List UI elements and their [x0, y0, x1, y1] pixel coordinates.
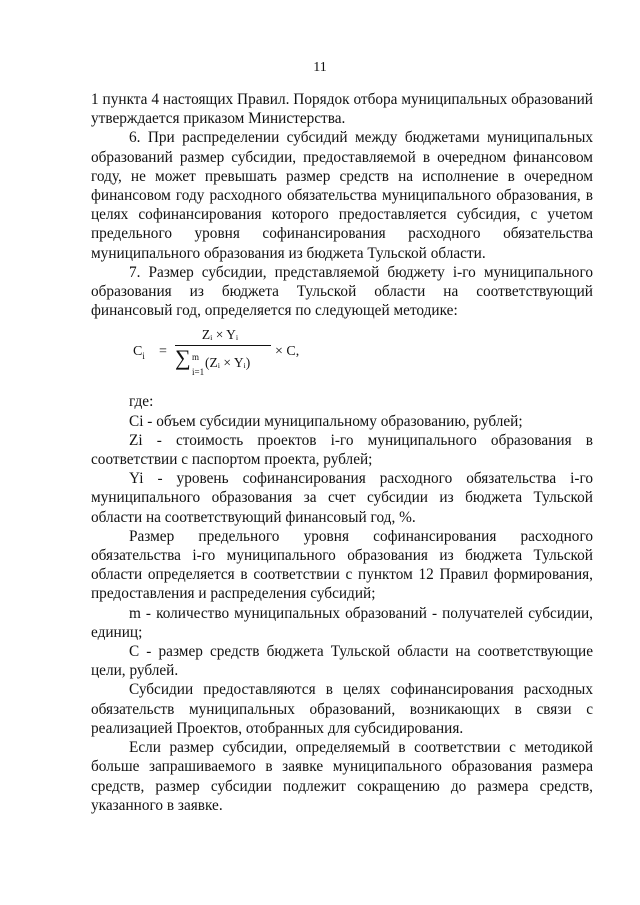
definition-c: C - размер средств бюджета Тульской области на соответствующие цели, рублей. — [91, 643, 593, 680]
definition-ci: Ci - объем субсидии муниципальному образованию, рублей; — [129, 412, 523, 430]
sum-upper-limit: m — [192, 352, 200, 363]
sum-sign: ∑ — [175, 345, 191, 371]
formula-numerator: Zᵢ × Yᵢ — [201, 327, 239, 343]
definition-m: m - количество муниципальных образований - получателей субсидии, единиц; — [91, 604, 593, 641]
definition-yi: Yi - уровень софинансирования расходного обязательства i-го муниципального образования за счет субсидии из бюджета Тульской области на соответствующий финансовый год, %. — [91, 470, 593, 526]
paragraph-item-6: 6. При распределении субсидий между бюджетами муниципальных образований размер субсидии, предоставляемой в очередном финансовом году, не может превышать размер средств на исполнение в очередном финансовом году расходного обязательства муниципального образования, в целях софинансирования которого предоставляется субсидия, с учетом предельного уровня софинансирования расходного обязательства муниципального образования из бюджета Тульской области. — [91, 129, 593, 262]
formula-equals: = — [159, 344, 167, 360]
document-body — [91, 90, 593, 815]
sum-lower-limit: i=1 — [192, 367, 205, 378]
paragraph-purpose: Субсидии предоставляются в целях софинансирования расходных обязательств муниципальных образований, возникающих в связи с реализацией Проектов, отобранных для субсидирования. — [91, 681, 593, 737]
formula-lhs: $C_i$ — [133, 344, 145, 362]
paragraph-where: где: — [129, 393, 154, 411]
paragraph-reduction: Если размер субсидии, определяемый в соответствии с методикой больше запрашиваемого в заявке муниципального образования размера средств, размер субсидии подлежит сокращению до размера средств, указанного в заявке. — [91, 739, 593, 814]
page-number: 11 — [313, 60, 327, 75]
formula-denominator: (Zᵢ × Yᵢ) — [205, 355, 251, 371]
paragraph-item-7: 7. Размер субсидии, представляемой бюджету i-го муниципального образования из бюджета Тульской области на соответствующий финансовый год, определяется по следующей методике: — [91, 263, 593, 320]
subsidy-formula — [91, 322, 593, 378]
definition-zi: Zi - стоимость проектов i-го муниципального образования в соответствии с паспортом проекта, рублей; — [91, 431, 593, 469]
paragraph-continuation: 1 пункта 4 настоящих Правил. Порядок отбора муниципальных образований утверждается приказом Министерства. — [91, 91, 593, 128]
formula-tail: × C, — [275, 344, 300, 360]
paragraph-limit-level: Размер предельного уровня софинансирования расходного обязательства i-го муниципального образования из бюджета Тульской области определяется в соответствии с пунктом 12 Правил формирования, предоставления и распределения субсидий; — [91, 527, 593, 603]
